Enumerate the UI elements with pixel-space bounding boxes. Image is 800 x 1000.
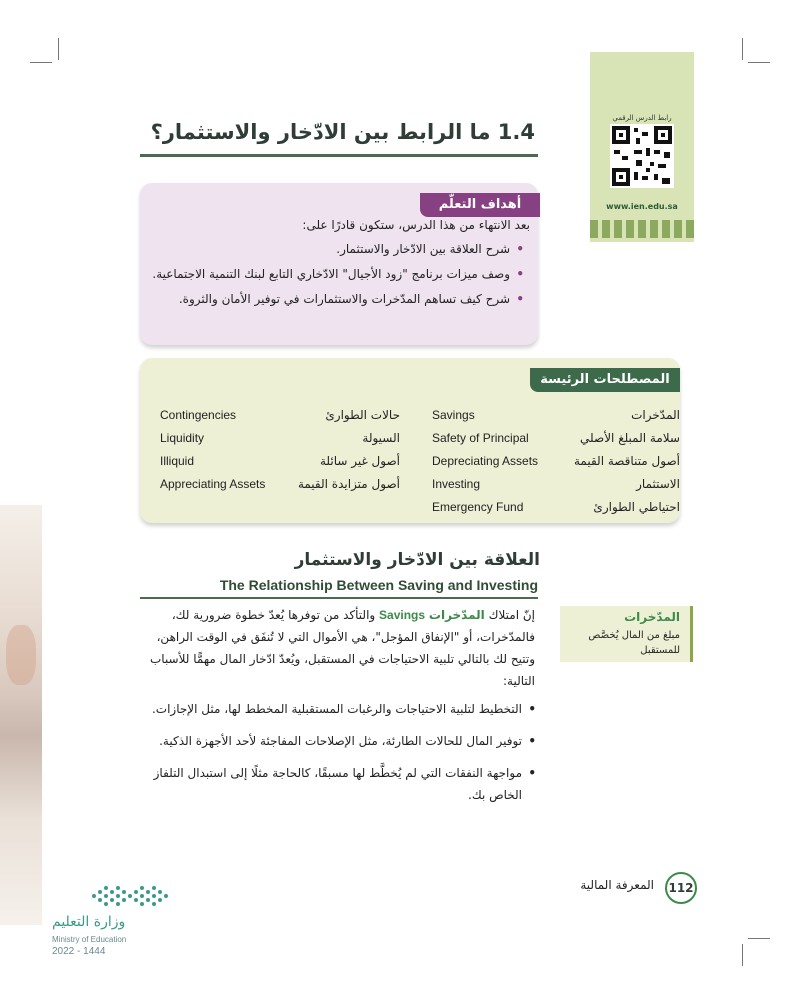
objectives-heading: أهداف التعلّم — [420, 193, 540, 217]
term-en: Investing — [432, 477, 481, 491]
lesson-title: 1.4 ما الرابط بين الادّخار والاستثمار؟ — [150, 120, 535, 144]
section-divider — [140, 597, 538, 599]
crop-mark — [742, 38, 743, 60]
term-en: Liquidity — [160, 431, 205, 445]
term-en: Savings — [432, 408, 475, 422]
term-ar: حالات الطوارئ — [325, 408, 400, 422]
term-en: Illiquid — [160, 454, 195, 468]
list-item: • شرح العلاقة بين الادّخار والاستثمار. — [150, 238, 510, 260]
qr-code-icon[interactable] — [610, 124, 674, 188]
list-item: • وصف ميزات برنامج "زود الأجيال" الادّخاري التابع لبنك التنمية الاجتماعية. — [150, 263, 510, 285]
edition-year: 2022 - 1444 — [52, 946, 106, 957]
section-title-en: The Relationship Between Saving and Investing — [219, 577, 538, 593]
term-ar: الاستثمار — [636, 477, 680, 491]
crop-mark — [742, 944, 743, 966]
term-ar: أصول متزايدة القيمة — [297, 477, 400, 491]
ministry-logo-icon — [90, 880, 172, 910]
crop-mark — [58, 38, 59, 60]
qr-label: رابط الدرس الرقمي — [612, 114, 672, 122]
term-en: Emergency Fund — [432, 500, 524, 514]
term-en: Appreciating Assets — [160, 477, 266, 491]
term-en: Contingencies — [160, 408, 237, 422]
term-ar: احتياطي الطوارئ — [593, 500, 680, 514]
page-number: 112 — [665, 872, 697, 904]
term-ar: المدّخرات — [631, 408, 680, 422]
list-item: • توفير المال للحالات الطارئة، مثل الإصلاحات المفاجئة لأحد الأجهزة الذكية. — [140, 730, 522, 752]
definition-text: مبلغ من المال يُخصَّص للمستقبل — [588, 630, 680, 656]
digital-lesson-panel — [590, 52, 694, 242]
background-photo-strip — [0, 505, 42, 925]
para-text: والتأكد من توفرها يُعدّ خطوة ضرورية لك، فالمدّخرات، أو "الإنفاق المؤجل"، هي الأموال التي لا تُنفَق في الوقت الراهن، وتتيح لك بالتالي تلبية الاحتياجات في المستقبل، ويُعدّ ادّخار المال مهمًّا للأسباب التالية: — [149, 608, 535, 688]
term-ar: سلامة المبلغ الأصلي — [580, 431, 680, 445]
title-divider — [140, 154, 538, 157]
section-title-ar: العلاقة بين الادّخار والاستثمار — [294, 550, 540, 570]
list-item: • مواجهة النفقات التي لم يُخطَّط لها مسبقًا، كالحاجة مثلًا إلى استبدال التلفاز الخاص بك. — [140, 762, 522, 806]
term-en: Depreciating Assets — [432, 454, 539, 468]
keyword-ar: المدّخرات — [428, 608, 485, 622]
term-ar: السيولة — [362, 431, 400, 445]
list-item: • شرح كيف تساهم المدّخرات والاستثمارات في توفير الأمان والثروة. — [150, 288, 510, 310]
objectives-list — [150, 238, 524, 313]
keyword-en: Savings — [379, 608, 426, 622]
definition-sidebar — [560, 606, 693, 662]
reasons-list — [140, 698, 536, 816]
objectives-intro: بعد الانتهاء من هذا الدرس، ستكون قادرًا على: — [302, 218, 530, 232]
crop-mark — [748, 938, 770, 939]
para-text: إنّ امتلاك — [484, 608, 535, 622]
key-terms-heading: المصطلحات الرئيسة — [530, 368, 680, 392]
section-paragraph — [135, 604, 535, 692]
list-item: • التخطيط لتلبية الاحتياجات والرغبات المستقبلية المخطط لها، مثل الإجازات. — [140, 698, 522, 720]
ministry-name-ar: وزارة التعليم — [52, 914, 126, 930]
qr-url[interactable]: www.ien.edu.sa — [606, 202, 678, 211]
term-ar: أصول غير سائلة — [319, 454, 400, 468]
ministry-name-en: Ministry of Education — [52, 935, 127, 944]
definition-term: المدّخرات — [624, 610, 680, 624]
decorative-pattern — [590, 220, 694, 238]
term-ar: أصول متناقصة القيمة — [573, 454, 680, 468]
book-title: المعرفة المالية — [580, 878, 654, 892]
crop-mark — [30, 62, 52, 63]
term-en: Safety of Principal — [432, 431, 529, 445]
crop-mark — [748, 62, 770, 63]
